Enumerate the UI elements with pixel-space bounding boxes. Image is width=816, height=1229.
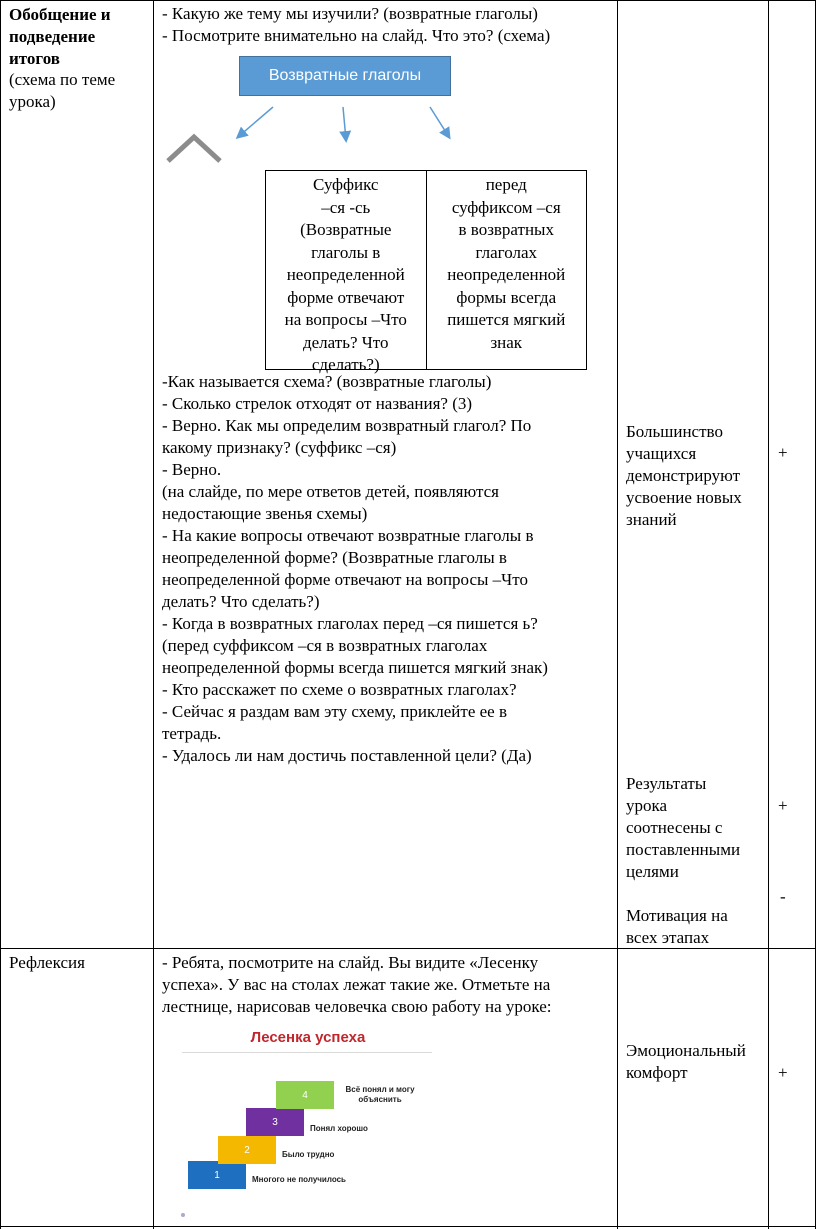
dialog-line: неопределенной форме отвечают на вопросы –Что (162, 570, 528, 589)
result-line: целями (626, 862, 679, 881)
ladder-step-1 (188, 1161, 246, 1189)
dialog-line: делать? Что сделать?) (162, 592, 320, 611)
dialog-line: - Верно. Как мы определим возвратный глагол? По (162, 416, 532, 435)
result-line: соотнесены с (626, 818, 723, 837)
scheme-line: знак (490, 332, 523, 352)
scheme-cell-suffix (266, 171, 427, 374)
mark-motivation: - (780, 887, 786, 906)
ladder-step-number: 4 (302, 1089, 308, 1101)
dialog-line: (на слайде, по мере ответов детей, появляются (162, 482, 499, 501)
teacher-dialog-top (162, 3, 612, 47)
scheme-table (265, 170, 587, 374)
mark-comfort: + (778, 1063, 788, 1082)
dialog-line: - Когда в возвратных глаголах перед –ся пишется ь? (162, 614, 538, 633)
ladder-step-2 (218, 1136, 276, 1164)
scheme-line: в возвратных (458, 220, 554, 239)
scheme-line: формы всегда (456, 287, 557, 307)
scheme-line: –ся -сь (321, 197, 371, 217)
dialog-line: - На какие вопросы отвечают возвратные глаголы в (162, 526, 534, 545)
column-divider-3 (768, 0, 769, 1229)
result-line: учащихся (626, 444, 697, 463)
dialog-line: - Ребята, посмотрите на слайд. Вы видите «Лесенку (162, 953, 539, 972)
dialog-line: -Как называется схема? (возвратные глаголы) (162, 372, 492, 391)
column-divider-2 (617, 0, 618, 1229)
result-line: всех этапах (626, 928, 710, 947)
table-border-left (0, 0, 1, 1229)
chevron-up-icon (168, 137, 220, 161)
result-comfort (626, 1040, 766, 1084)
reflection-dialog (162, 952, 614, 1018)
arrow-middle (343, 107, 346, 140)
result-knowledge (626, 421, 766, 531)
ladder-step-3 (246, 1108, 304, 1136)
teacher-dialog-bottom (162, 371, 614, 767)
scheme-arrows (150, 95, 470, 175)
dialog-line: какому признаку? (суффикс –ся) (162, 438, 397, 457)
ladder-step-number: 1 (214, 1169, 220, 1181)
scheme-cell-soft-sign (427, 171, 587, 369)
result-line: Эмоциональный (626, 1041, 746, 1060)
dialog-line: - Верно. (162, 460, 222, 479)
success-ladder (178, 1025, 438, 1223)
result-line: поставленными (626, 840, 741, 859)
arrow-right (430, 107, 449, 137)
result-line: Результаты (626, 774, 707, 793)
ladder-step-number: 2 (244, 1144, 250, 1156)
ladder-step-number: 3 (272, 1116, 278, 1128)
ladder-step-4 (276, 1081, 334, 1109)
arrow-left (238, 107, 273, 137)
stage-subtitle-scheme: (схема по теме урока) (9, 70, 116, 111)
dialog-line: - Посмотрите внимательно на слайд. Что это? (схема) (162, 26, 551, 45)
result-line: усвоение новых (626, 488, 742, 507)
result-line: урока (626, 796, 668, 815)
scheme-line: неопределенной (286, 265, 405, 284)
dialog-line: - Удалось ли нам достичь поставленной цели? (Да) (162, 746, 532, 765)
result-line: Мотивация на (626, 906, 728, 925)
mark-knowledge: + (778, 443, 788, 462)
dialog-line: (перед суффиксом –ся в возвратных глаголах (162, 636, 488, 655)
mark-goals: + (778, 796, 788, 815)
dialog-line: - Сколько стрелок отходят от названия? (3) (162, 394, 473, 413)
dialog-line: успеха». У вас на столах лежат такие же. Отметьте на (162, 975, 551, 994)
result-line: комфорт (626, 1063, 688, 1082)
result-line: знаний (626, 510, 677, 529)
result-line: Большинство (626, 422, 723, 441)
scheme-line: форме отвечают (287, 287, 405, 307)
ladder-title: Лесенка успеха (250, 1029, 366, 1046)
scheme-line: глаголах (475, 242, 537, 262)
ladder-step-label: Многого не получилось (252, 1175, 346, 1184)
ladder-step-label: Понял хорошо (310, 1124, 368, 1133)
scheme-line: глаголы в (311, 242, 381, 262)
scheme-line: делать? Что (302, 332, 389, 352)
ladder-step-label: Всё понял и могу объяснить (345, 1085, 415, 1104)
scheme-line: сделать?) (311, 355, 380, 374)
scheme-line: Суффикс (313, 175, 379, 194)
slide-marker (181, 1213, 185, 1217)
scheme-line: (Возвратные (300, 220, 392, 239)
stage-title-generalization: Обобщение и подведение итогов (9, 5, 111, 68)
dialog-line: тетрадь. (162, 724, 222, 743)
scheme-line: неопределенной (447, 265, 566, 284)
dialog-line: лестнице, нарисовав человечка свою работу на уроке: (162, 997, 552, 1016)
stage-title-reflection: Рефлексия (9, 953, 85, 972)
ladder-step-label: Было трудно (282, 1150, 335, 1159)
scheme-title-box (239, 56, 451, 96)
dialog-line: неопределенной форме? (Возвратные глаголы в (162, 548, 507, 567)
column-divider-1 (153, 0, 154, 1229)
scheme-line: перед (485, 175, 527, 194)
result-motivation (626, 905, 766, 949)
dialog-line: - Сейчас я раздам вам эту схему, приклейте ее в (162, 702, 507, 721)
table-border-top (0, 0, 816, 1)
result-goals (626, 773, 766, 883)
scheme-title: Возвратные глаголы (268, 67, 422, 84)
result-line: демонстрируют (626, 466, 741, 485)
ladder-divider (182, 1052, 432, 1053)
scheme-line: пишется мягкий (447, 310, 566, 329)
dialog-line: недостающие звенья схемы) (162, 504, 368, 523)
dialog-line: - Кто расскажет по схеме о возвратных глаголах? (162, 680, 517, 699)
dialog-line: неопределенной формы всегда пишется мягкий знак) (162, 658, 548, 677)
table-border-bottom (0, 1226, 816, 1227)
scheme-line: на вопросы –Что (284, 310, 407, 329)
scheme-line: суффиксом –ся (451, 197, 561, 217)
dialog-line: - Какую же тему мы изучили? (возвратные глаголы) (162, 4, 538, 23)
